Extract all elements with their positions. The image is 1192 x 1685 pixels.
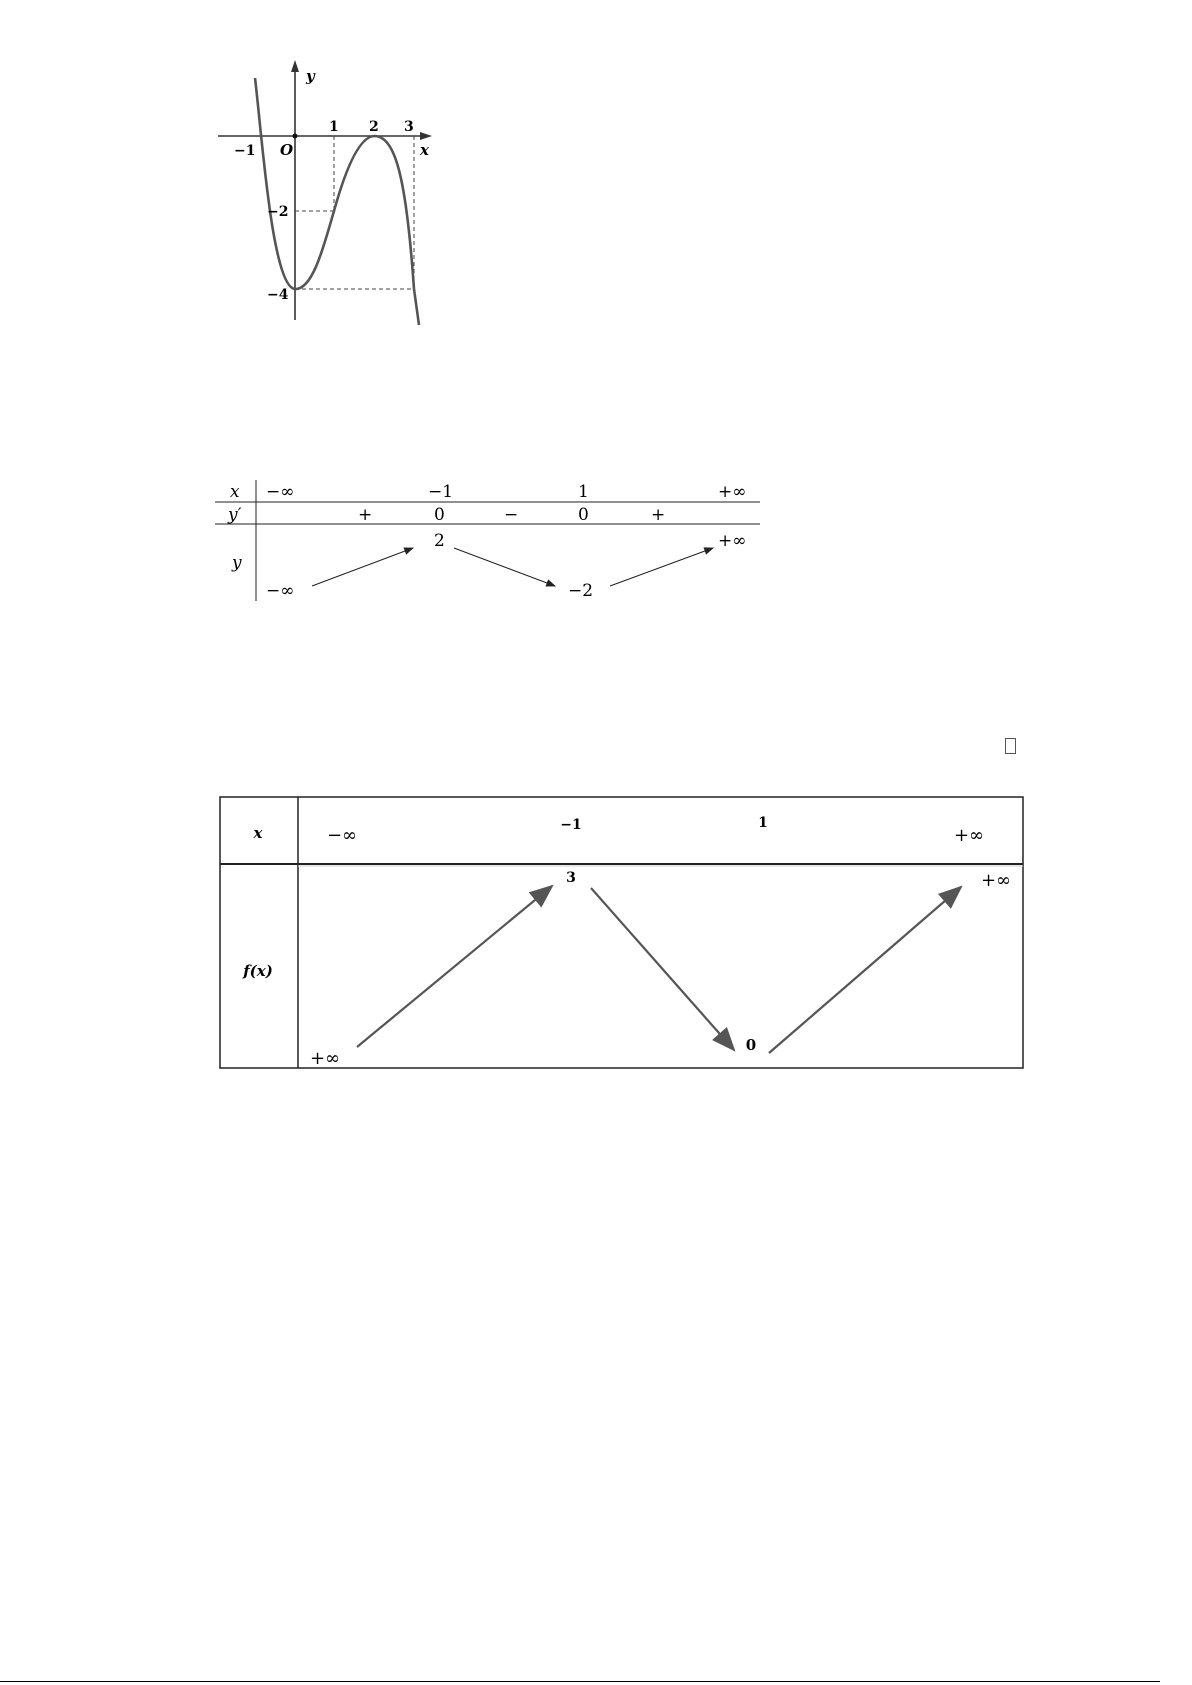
y-axis-label: y (306, 67, 315, 85)
table1-sign-1: + (358, 505, 373, 525)
table2-f-posinf-right: +∞ (980, 870, 1012, 891)
table1-sign-5: + (651, 505, 666, 525)
table1-y-2: 2 (434, 531, 445, 551)
table1-sign-2: 0 (434, 505, 445, 525)
table2-x-posinf: +∞ (953, 825, 985, 846)
x-axis-arrow (420, 132, 432, 140)
table2-x-1: 1 (758, 815, 768, 831)
origin-dot (293, 134, 298, 139)
table1-label-yprime: y′ (228, 505, 242, 525)
variation-table-2 (218, 795, 1028, 1075)
table2-f-0: 0 (745, 1036, 757, 1054)
table1-arrow-up-2 (610, 548, 713, 586)
table1-arrow-up-1 (312, 548, 413, 586)
footer-rule (0, 1681, 1160, 1682)
table2-f-posinf-left: +∞ (309, 1048, 341, 1069)
table1-arrow-down (454, 548, 555, 586)
table2-f-3: 3 (566, 870, 576, 886)
table1-x-neg1: −1 (428, 482, 454, 502)
table1-label-y: y (232, 553, 242, 573)
table2-arrow-up-1 (357, 886, 552, 1047)
table2-label-fx: f(x) (243, 962, 273, 980)
table1-x-neginf: −∞ (266, 482, 295, 502)
table1-y-neginf: −∞ (266, 581, 295, 601)
x-tick-2: 2 (369, 119, 379, 135)
table2-x-neginf: −∞ (326, 825, 358, 846)
origin-label: O (280, 141, 294, 159)
table1-sign-4: 0 (578, 505, 589, 525)
x-axis-label: x (420, 141, 429, 159)
y-tick-neg2: −2 (267, 204, 289, 220)
table2-x-neg1: −1 (560, 817, 582, 833)
x-tick-neg1: −1 (234, 143, 256, 159)
table1-y-posinf: +∞ (718, 531, 747, 551)
table1-y-neg2: −2 (568, 581, 594, 601)
table2-arrow-down (591, 888, 734, 1050)
x-tick-1: 1 (329, 119, 339, 135)
y-tick-neg4: −4 (267, 287, 289, 303)
variation-table-1 (210, 478, 770, 608)
cubic-function-graph (200, 55, 440, 335)
table1-label-x: x (230, 482, 240, 502)
x-tick-3: 3 (404, 119, 414, 135)
placeholder-box (1005, 738, 1016, 754)
table1-x-1: 1 (578, 482, 589, 502)
table2-label-x: x (253, 824, 263, 842)
table2-arrow-up-2 (769, 887, 961, 1053)
table1-x-posinf: +∞ (718, 482, 747, 502)
y-axis-arrow (291, 60, 299, 72)
table1-sign-3: − (504, 505, 519, 525)
